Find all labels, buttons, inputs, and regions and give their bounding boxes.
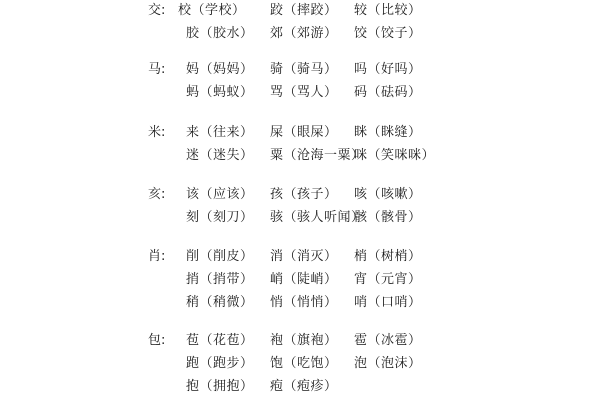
character-entry: 跤（摔跤）	[270, 3, 338, 18]
character-entry: 抱（拥抱）	[186, 379, 254, 394]
character-entry: 校（学校）	[178, 3, 246, 18]
character-entry: 捎（捎带）	[186, 272, 254, 287]
character-entry: 屎（眼屎）	[270, 125, 338, 140]
character-entry: 粟（沧海一粟）	[270, 148, 365, 163]
radical-label: 亥:	[148, 187, 166, 202]
character-entry: 郊（郊游）	[270, 26, 338, 41]
radical-label: 交:	[148, 3, 166, 18]
character-entry: 蚂（蚂蚁）	[186, 85, 254, 100]
radical-label: 肖:	[148, 249, 166, 264]
character-entry: 骑（骑马）	[270, 62, 338, 77]
character-entry: 跑（跑步）	[186, 356, 254, 371]
character-entry: 雹（冰雹）	[354, 333, 422, 348]
character-entry: 稍（稍微）	[186, 295, 254, 310]
character-entry: 迷（迷失）	[186, 148, 254, 163]
character-entry: 泡（泡沫）	[354, 356, 422, 371]
character-entry: 咪（笑咪咪）	[354, 148, 436, 163]
character-entry: 悄（悄悄）	[270, 295, 338, 310]
character-entry: 来（往来）	[186, 125, 254, 140]
character-entry: 较（比较）	[354, 3, 422, 18]
character-entry: 骇（骇人听闻）	[270, 210, 365, 225]
character-entry: 妈（妈妈）	[186, 62, 254, 77]
radical-label: 米:	[148, 125, 166, 140]
character-entry: 消（消灭）	[270, 249, 338, 264]
character-entry: 胶（胶水）	[186, 26, 254, 41]
character-entry: 峭（陡峭）	[270, 272, 338, 287]
radical-label: 马:	[148, 62, 166, 77]
character-entry: 梢（树梢）	[354, 249, 422, 264]
character-entry: 苞（花苞）	[186, 333, 254, 348]
character-entry: 疱（疱疹）	[270, 379, 338, 394]
character-entry: 孩（孩子）	[270, 187, 338, 202]
character-entry: 吗（好吗）	[354, 62, 422, 77]
character-entry: 饱（吃饱）	[270, 356, 338, 371]
character-entry: 削（削皮）	[186, 249, 254, 264]
character-entry: 哨（口哨）	[354, 295, 422, 310]
character-entry: 宵（元宵）	[354, 272, 422, 287]
character-entry: 刻（刻刀）	[186, 210, 254, 225]
character-entry: 骂（骂人）	[270, 85, 338, 100]
radical-label: 包:	[148, 333, 166, 348]
character-entry: 咳（咳嗽）	[354, 187, 422, 202]
character-entry: 袍（旗袍）	[270, 333, 338, 348]
character-entry: 饺（饺子）	[354, 26, 422, 41]
character-entry: 眯（眯缝）	[354, 125, 422, 140]
character-entry: 骸（骸骨）	[354, 210, 422, 225]
character-entry: 该（应该）	[186, 187, 254, 202]
character-entry: 码（砝码）	[354, 85, 422, 100]
